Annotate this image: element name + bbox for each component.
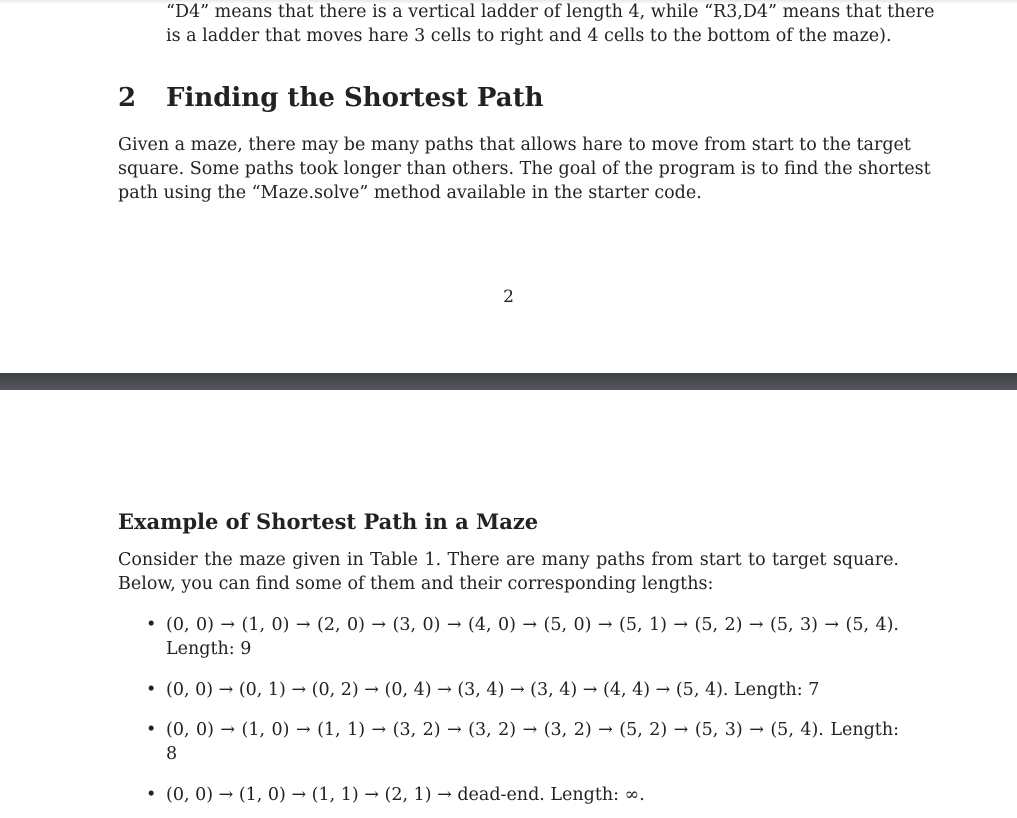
paragraph-line: Consider the maze given in Table 1. There are many paths from start to target square.	[118, 550, 899, 570]
bullet-icon: •	[146, 615, 157, 635]
paragraph-line: Given a maze, there may be many paths that allows hare to move from start to the target	[118, 135, 911, 155]
paragraph-line: is a ladder that moves hare 3 cells to right and 4 cells to the bottom of the maze).	[166, 26, 892, 46]
paragraph-line: “D4” means that there is a vertical ladder of length 4, while “R3,D4” means that there	[166, 2, 935, 22]
list-item-continuation: Length: 9	[166, 639, 252, 659]
bullet-icon: •	[146, 785, 157, 805]
list-item-continuation: 8	[166, 744, 178, 764]
paragraph-line: Below, you can find some of them and their corresponding lengths:	[118, 574, 714, 594]
page-separator	[0, 373, 1017, 390]
paragraph-line: square. Some paths took longer than others. The goal of the program is to find the shortest	[118, 159, 931, 179]
page-number: 2	[503, 287, 514, 307]
paragraph-line: path using the “Maze.solve” method available in the starter code.	[118, 183, 702, 203]
section-number: 2	[118, 83, 137, 113]
bullet-icon: •	[146, 720, 157, 740]
section-title: Finding the Shortest Path	[166, 83, 544, 113]
list-item: (0, 0) → (1, 0) → (2, 0) → (3, 0) → (4, 0) → (5, 0) → (5, 1) → (5, 2) → (5, 3) → (5, 4).	[166, 615, 899, 635]
list-item: (0, 0) → (0, 1) → (0, 2) → (0, 4) → (3, 4) → (3, 4) → (4, 4) → (5, 4). Length: 7	[166, 680, 820, 700]
pdf-page-upper	[0, 0, 1017, 373]
list-item: (0, 0) → (1, 0) → (1, 1) → (3, 2) → (3, 2) → (3, 2) → (5, 2) → (5, 3) → (5, 4). Length:	[166, 720, 899, 740]
list-item: (0, 0) → (1, 0) → (1, 1) → (2, 1) → dead-end. Length: ∞.	[166, 785, 645, 805]
subsection-title: Example of Shortest Path in a Maze	[118, 509, 539, 534]
bullet-icon: •	[146, 680, 157, 700]
